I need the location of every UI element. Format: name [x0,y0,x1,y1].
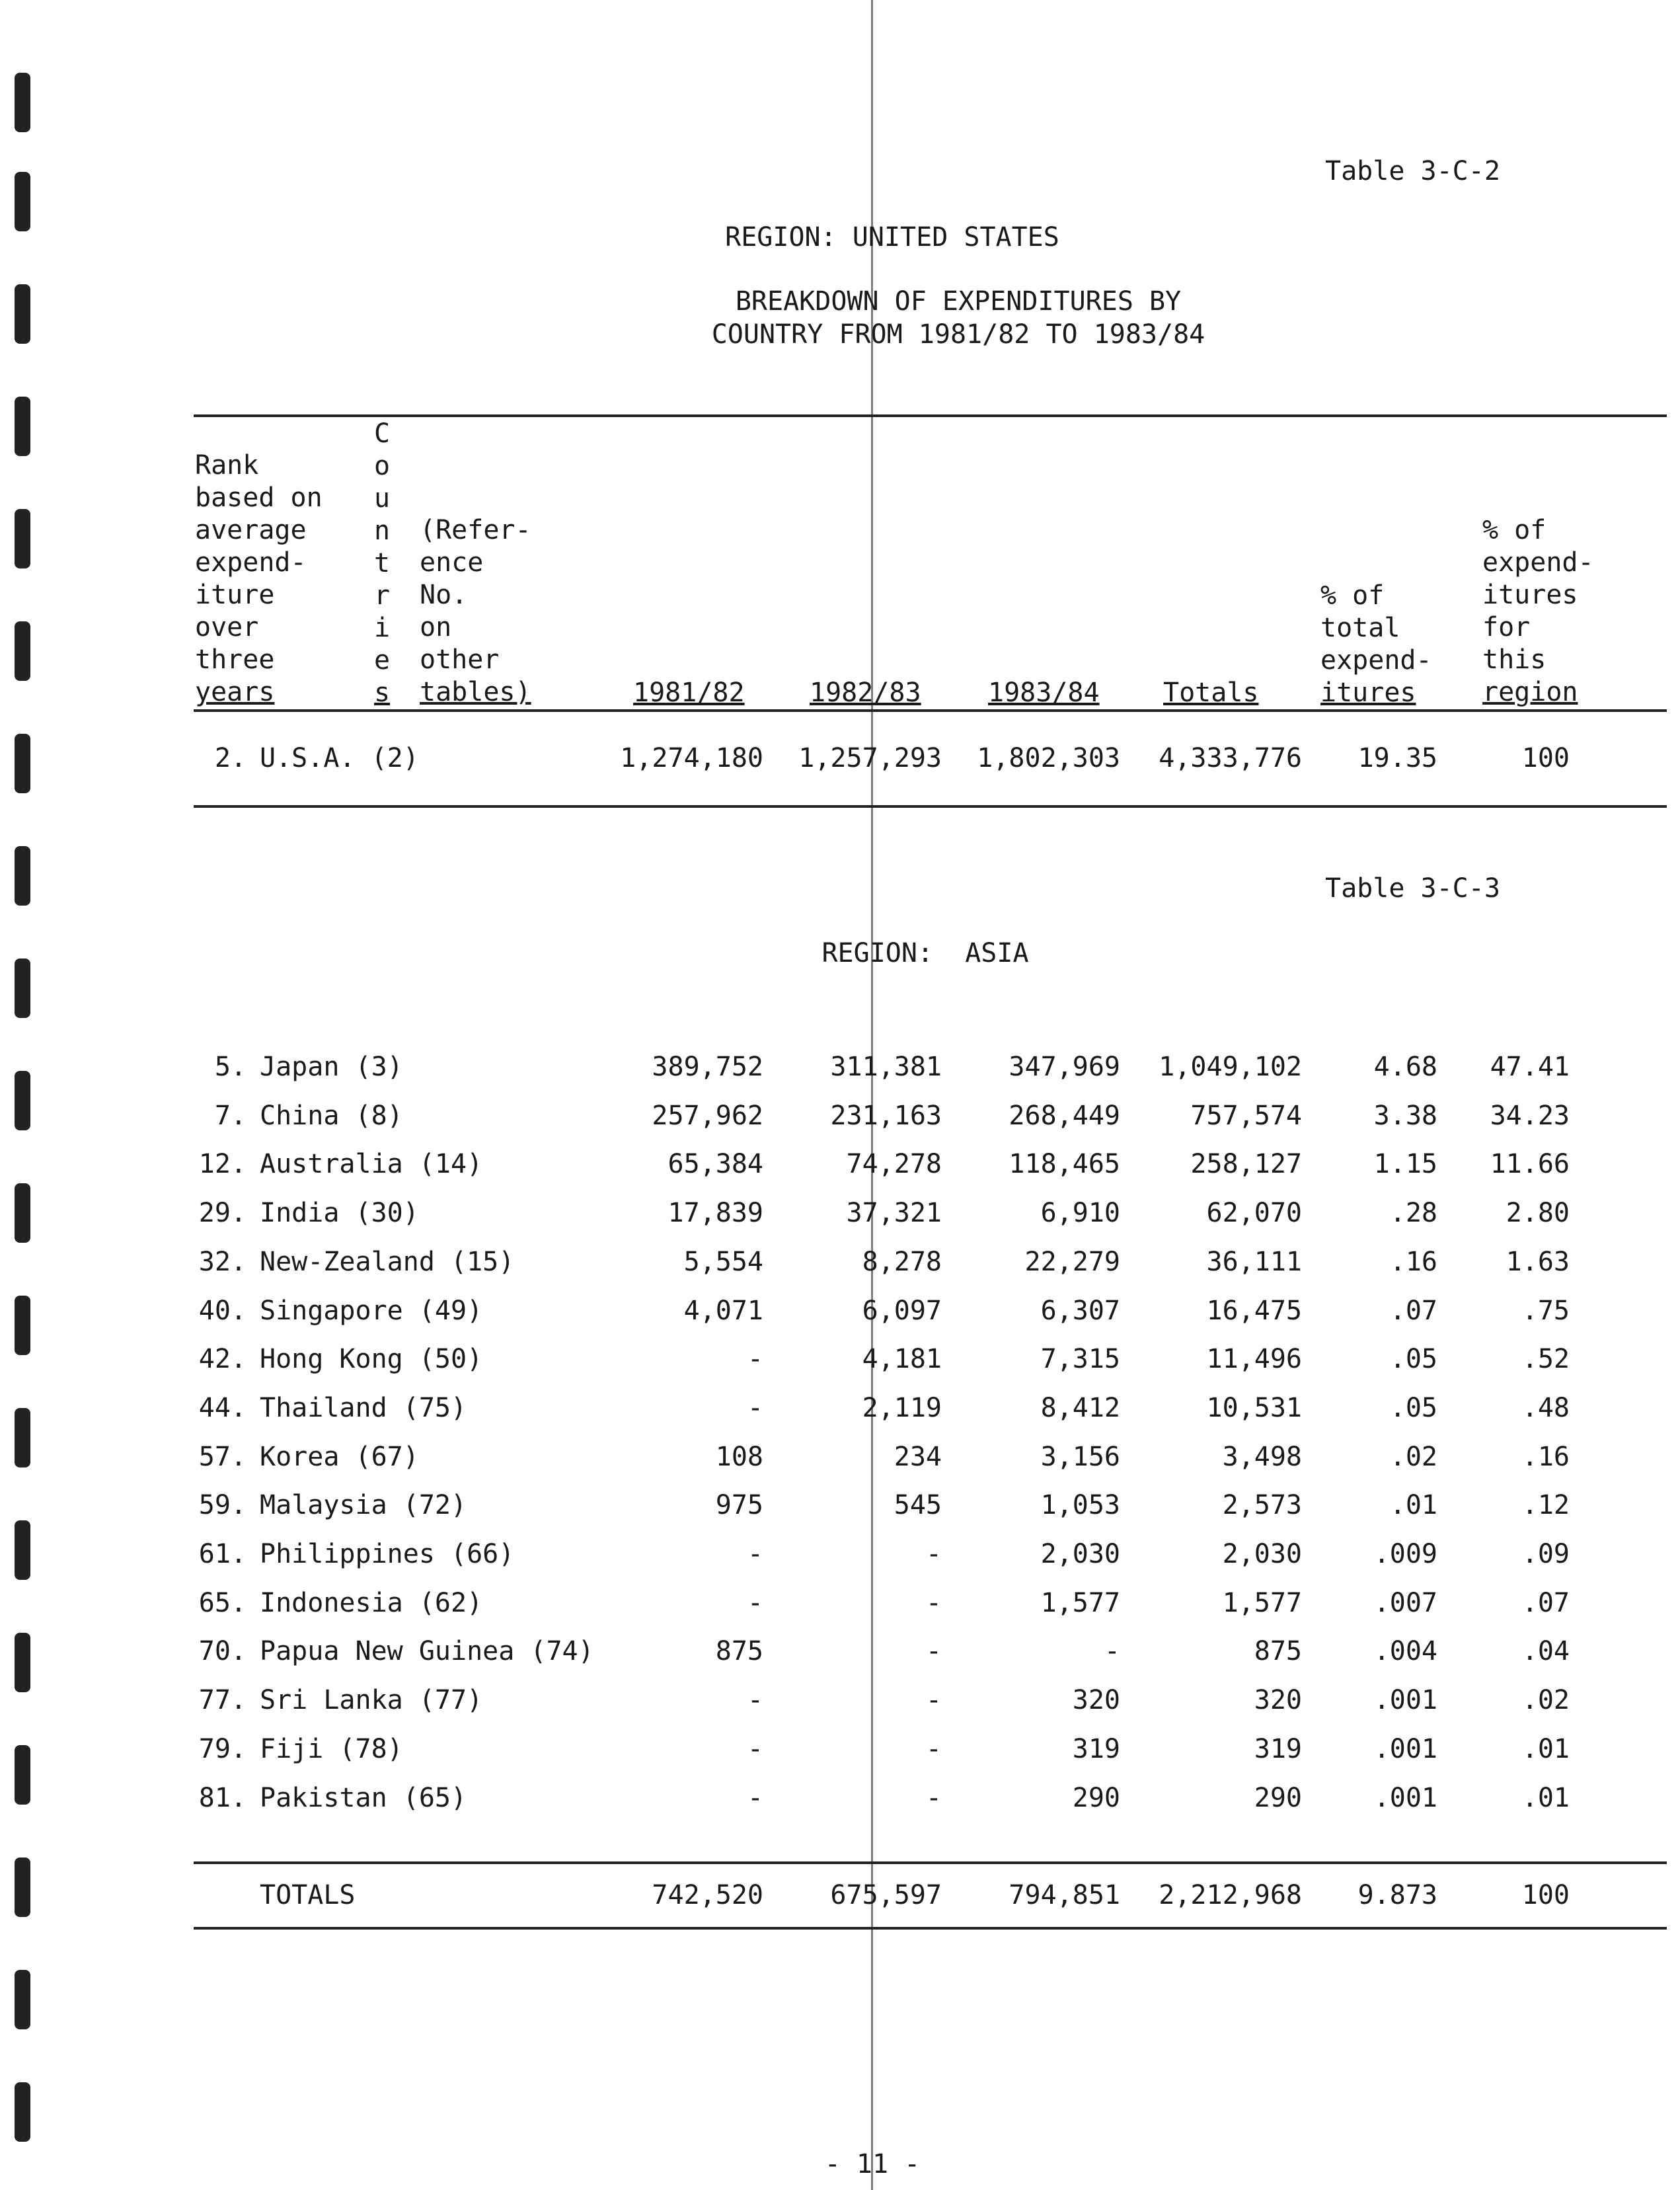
value-pct-region: .09 [1521,1539,1570,1569]
country-cell: Pakistan (65) [260,1782,467,1813]
value-pct-region: 34.23 [1490,1100,1570,1131]
country-cell: Hong Kong (50) [260,1344,483,1375]
value-pct-region: 100 [1521,1880,1570,1910]
table-row [0,1384,1680,1432]
header-totals: Totals [1163,678,1259,708]
country-cell: Sri Lanka (77) [260,1685,483,1716]
value-1983-84: 319 [1072,1733,1120,1764]
value-1982-83: - [925,1733,942,1764]
value-1983-84: 1,053 [1040,1490,1120,1521]
header-pct-region-line: this [1482,645,1546,675]
value-total: 875 [1254,1636,1302,1667]
header-pct-region [1482,514,1594,709]
binding-hole [15,621,30,681]
header-1982-83: 1982/83 [810,678,921,708]
value-1982-83: - [925,1782,942,1813]
value-1982-83: 2,119 [862,1392,942,1423]
table-row [0,1676,1680,1725]
value-1981-82: 1,274,180 [620,743,763,773]
header-reference-line: ence [420,547,484,578]
value-1981-82: 257,962 [652,1100,763,1131]
header-reference-line: on [420,612,452,643]
header-pct-region-line: expend- [1482,547,1594,578]
value-1983-84: 794,851 [1009,1880,1120,1910]
value-pct-total: .001 [1373,1685,1437,1716]
header-pct-region-line: % of [1482,515,1546,545]
header-countries-vertical [374,418,390,709]
value-1981-82: - [747,1733,763,1764]
value-total: 16,475 [1206,1295,1302,1326]
value-pct-region: .01 [1521,1782,1570,1813]
value-pct-region: .16 [1521,1441,1570,1472]
table-label-3c2: Table 3-C-2 [1325,156,1500,186]
country-cell: Thailand (75) [260,1392,467,1423]
rank-cell: 59. [198,1490,247,1521]
value-1981-82: 875 [715,1636,763,1667]
value-total: 62,070 [1206,1198,1302,1229]
value-pct-region: .07 [1521,1587,1570,1618]
value-total: 1,049,102 [1159,1052,1302,1082]
table-row [0,1091,1680,1140]
binding-hole [15,284,30,344]
table1-top-rule [194,414,1667,417]
value-pct-region: 2.80 [1506,1198,1570,1229]
country-cell: Japan (3) [260,1052,403,1082]
rank-cell: 61. [198,1539,247,1569]
binding-hole [15,846,30,906]
value-pct-total: .004 [1373,1636,1437,1667]
value-1983-84: 6,910 [1040,1198,1120,1229]
value-1982-83: 4,181 [862,1344,942,1375]
value-total: 2,030 [1222,1539,1302,1569]
value-1982-83: 231,163 [830,1100,942,1131]
header-reference-line: (Refer- [420,515,531,545]
value-1982-83: 8,278 [862,1246,942,1277]
value-pct-total: .07 [1389,1295,1437,1326]
table-label-3c3: Table 3-C-3 [1325,873,1500,904]
table-row [0,1627,1680,1676]
header-rank-line: years [195,677,275,707]
country-cell: Philippines (66) [260,1539,515,1569]
table-row [0,1189,1680,1237]
header-rank-line: based on [195,483,323,513]
page-number: - 11 - [824,2149,921,2179]
value-pct-total: .009 [1373,1539,1437,1569]
country-cell: U.S.A. (2) [260,743,419,773]
value-pct-total: .05 [1389,1392,1437,1423]
value-pct-total: 4.68 [1373,1052,1437,1082]
value-1983-84: 1,577 [1040,1587,1120,1618]
header-pct-region-line: itures [1482,580,1578,610]
country-cell: Indonesia (62) [260,1587,483,1618]
value-1981-82: 742,520 [652,1880,763,1910]
header-pct-total-line: % of [1320,580,1385,611]
rank-cell: 65. [198,1587,247,1618]
value-pct-region: 1.63 [1506,1246,1570,1277]
header-pct-region-line: for [1482,612,1531,643]
value-1983-84: 22,279 [1024,1246,1120,1277]
header-pct-total-line: itures [1320,678,1416,708]
value-1982-83: - [925,1539,942,1569]
header-countries-line: n [374,516,391,546]
table2-totals-top-rule [194,1861,1667,1864]
table1-header-rule [194,709,1667,712]
rank-cell: 2. [214,743,247,773]
value-1981-82: 4,071 [683,1295,763,1326]
binding-hole [15,1970,30,2029]
value-pct-region: 47.41 [1490,1052,1570,1082]
table-row [0,1481,1680,1530]
value-total: 319 [1254,1733,1302,1764]
value-1981-82: 389,752 [652,1052,763,1082]
binding-hole [15,509,30,568]
value-1982-83: 545 [894,1490,942,1521]
rank-cell: 32. [198,1246,247,1277]
table-row [0,1237,1680,1286]
country-cell: Papua New Guinea (74) [260,1636,594,1667]
value-pct-total: .001 [1373,1733,1437,1764]
value-total: 11,496 [1206,1344,1302,1375]
value-pct-total: .16 [1389,1246,1437,1277]
value-1981-82: 5,554 [683,1246,763,1277]
country-cell: Australia (14) [260,1149,483,1180]
rank-cell: 70. [198,1636,247,1667]
value-1983-84: 118,465 [1009,1149,1120,1180]
value-pct-region: 100 [1521,743,1570,773]
rank-cell: 79. [198,1733,247,1764]
country-cell: Malaysia (72) [260,1490,467,1521]
value-total: 2,573 [1222,1490,1302,1521]
header-reference-line: No. [420,580,468,610]
table-row [0,1432,1680,1481]
header-pct-region-line: region [1482,677,1578,707]
table2-bottom-rule [194,1927,1667,1930]
rank-cell: 12. [198,1149,247,1180]
table-row [0,1140,1680,1189]
value-1981-82: - [747,1539,763,1569]
value-pct-total: .05 [1389,1344,1437,1375]
header-countries-line: o [374,451,391,481]
value-1981-82: - [747,1392,763,1423]
value-1982-83: - [925,1636,942,1667]
value-1982-83: 311,381 [830,1052,942,1082]
value-pct-region: .04 [1521,1636,1570,1667]
value-total: 320 [1254,1685,1302,1716]
binding-hole [15,73,30,132]
value-pct-total: 19.35 [1357,743,1437,773]
header-countries-line: r [374,580,391,611]
country-cell: Singapore (49) [260,1295,483,1326]
value-total: 258,127 [1190,1149,1302,1180]
value-1982-83: 37,321 [846,1198,942,1229]
rank-cell: 57. [198,1441,247,1472]
value-1981-82: 975 [715,1490,763,1521]
header-countries-line: i [374,613,391,643]
header-countries-line: u [374,483,391,514]
value-1983-84: 1,802,303 [977,743,1120,773]
binding-hole [15,397,30,456]
value-pct-region: .12 [1521,1490,1570,1521]
value-1982-83: - [925,1587,942,1618]
header-reference-line: tables) [420,677,531,707]
value-1982-83: - [925,1685,942,1716]
value-total: 2,212,968 [1159,1880,1302,1910]
value-1983-84: - [1104,1636,1120,1667]
value-1981-82: - [747,1782,763,1813]
value-1983-84: 268,449 [1009,1100,1120,1131]
table-row [0,1530,1680,1579]
country-cell: TOTALS [260,1880,356,1910]
header-pct-total-line: total [1320,613,1400,643]
header-countries-line: C [374,418,391,449]
header-rank-line: over [195,612,259,643]
value-total: 4,333,776 [1159,743,1302,773]
table-row [0,1579,1680,1627]
header-countries-line: t [374,548,391,578]
header-pct-total [1320,580,1432,709]
header-1981-82: 1981/82 [633,678,745,708]
value-pct-total: .01 [1389,1490,1437,1521]
value-pct-total: 9.873 [1357,1880,1437,1910]
rank-cell: 7. [214,1100,247,1131]
country-cell: Korea (67) [260,1441,419,1472]
header-pct-total-line: expend- [1320,645,1432,676]
value-total: 10,531 [1206,1392,1302,1423]
value-1982-83: 234 [894,1441,942,1472]
value-1982-83: 74,278 [846,1149,942,1180]
value-pct-region: .02 [1521,1685,1570,1716]
value-pct-region: .48 [1521,1392,1570,1423]
breakdown-line-1: BREAKDOWN OF EXPENDITURES BY [735,286,1182,317]
header-reference-line: other [420,645,500,675]
value-1982-83: 1,257,293 [798,743,942,773]
rank-cell: 77. [198,1685,247,1716]
table-row [0,1286,1680,1335]
value-pct-total: .001 [1373,1782,1437,1813]
header-1983-84: 1983/84 [988,678,1100,708]
table-row [0,1774,1680,1822]
rank-cell: 5. [214,1052,247,1082]
value-total: 290 [1254,1782,1302,1813]
value-1981-82: 108 [715,1441,763,1472]
header-reference [420,514,531,709]
value-pct-region: .01 [1521,1733,1570,1764]
table-row [0,1042,1680,1091]
value-pct-total: .02 [1389,1441,1437,1472]
value-pct-region: .52 [1521,1344,1570,1375]
value-1981-82: - [747,1587,763,1618]
header-rank-line: three [195,645,275,675]
rank-cell: 42. [198,1344,247,1375]
value-1983-84: 7,315 [1040,1344,1120,1375]
value-1983-84: 3,156 [1040,1441,1120,1472]
header-rank-line: average [195,515,307,545]
table-row [0,1725,1680,1774]
value-total: 1,577 [1222,1587,1302,1618]
value-pct-total: 1.15 [1373,1149,1437,1180]
value-pct-total: .007 [1373,1587,1437,1618]
value-1981-82: - [747,1685,763,1716]
value-1983-84: 6,307 [1040,1295,1120,1326]
value-total: 757,574 [1190,1100,1302,1131]
value-1982-83: 6,097 [862,1295,942,1326]
value-1982-83: 675,597 [830,1880,942,1910]
header-rank [195,450,323,709]
binding-hole [15,958,30,1018]
value-pct-region: 11.66 [1490,1149,1570,1180]
value-1983-84: 290 [1072,1782,1120,1813]
rank-cell: 40. [198,1295,247,1326]
value-1981-82: 65,384 [668,1149,763,1180]
value-1983-84: 8,412 [1040,1392,1120,1423]
table-row [0,1335,1680,1384]
country-cell: India (30) [260,1198,419,1229]
totals-row [0,1871,1680,1920]
table-row [0,734,1680,783]
value-1981-82: - [747,1344,763,1375]
header-rank-line: Rank [195,450,259,481]
binding-hole [15,2082,30,2142]
value-1983-84: 347,969 [1009,1052,1120,1082]
table1-bottom-rule [194,805,1667,808]
header-rank-line: iture [195,580,275,610]
region-title-us: REGION: UNITED STATES [725,222,1059,253]
rank-cell: 29. [198,1198,247,1229]
value-pct-total: .28 [1389,1198,1437,1229]
country-cell: Fiji (78) [260,1733,403,1764]
breakdown-line-2: COUNTRY FROM 1981/82 TO 1983/84 [711,319,1205,350]
value-1983-84: 2,030 [1040,1539,1120,1569]
rank-cell: 81. [198,1782,247,1813]
value-total: 3,498 [1222,1441,1302,1472]
header-countries-line: s [374,678,391,708]
header-rank-line: expend- [195,547,307,578]
value-total: 36,111 [1206,1246,1302,1277]
region-title-asia: REGION: ASIA [821,938,1029,968]
value-1981-82: 17,839 [668,1198,763,1229]
header-countries-line: e [374,645,391,676]
binding-hole [15,172,30,231]
country-cell: China (8) [260,1100,403,1131]
rank-cell: 44. [198,1392,247,1423]
value-pct-total: 3.38 [1373,1100,1437,1131]
value-pct-region: .75 [1521,1295,1570,1326]
value-1983-84: 320 [1072,1685,1120,1716]
country-cell: New-Zealand (15) [260,1246,515,1277]
